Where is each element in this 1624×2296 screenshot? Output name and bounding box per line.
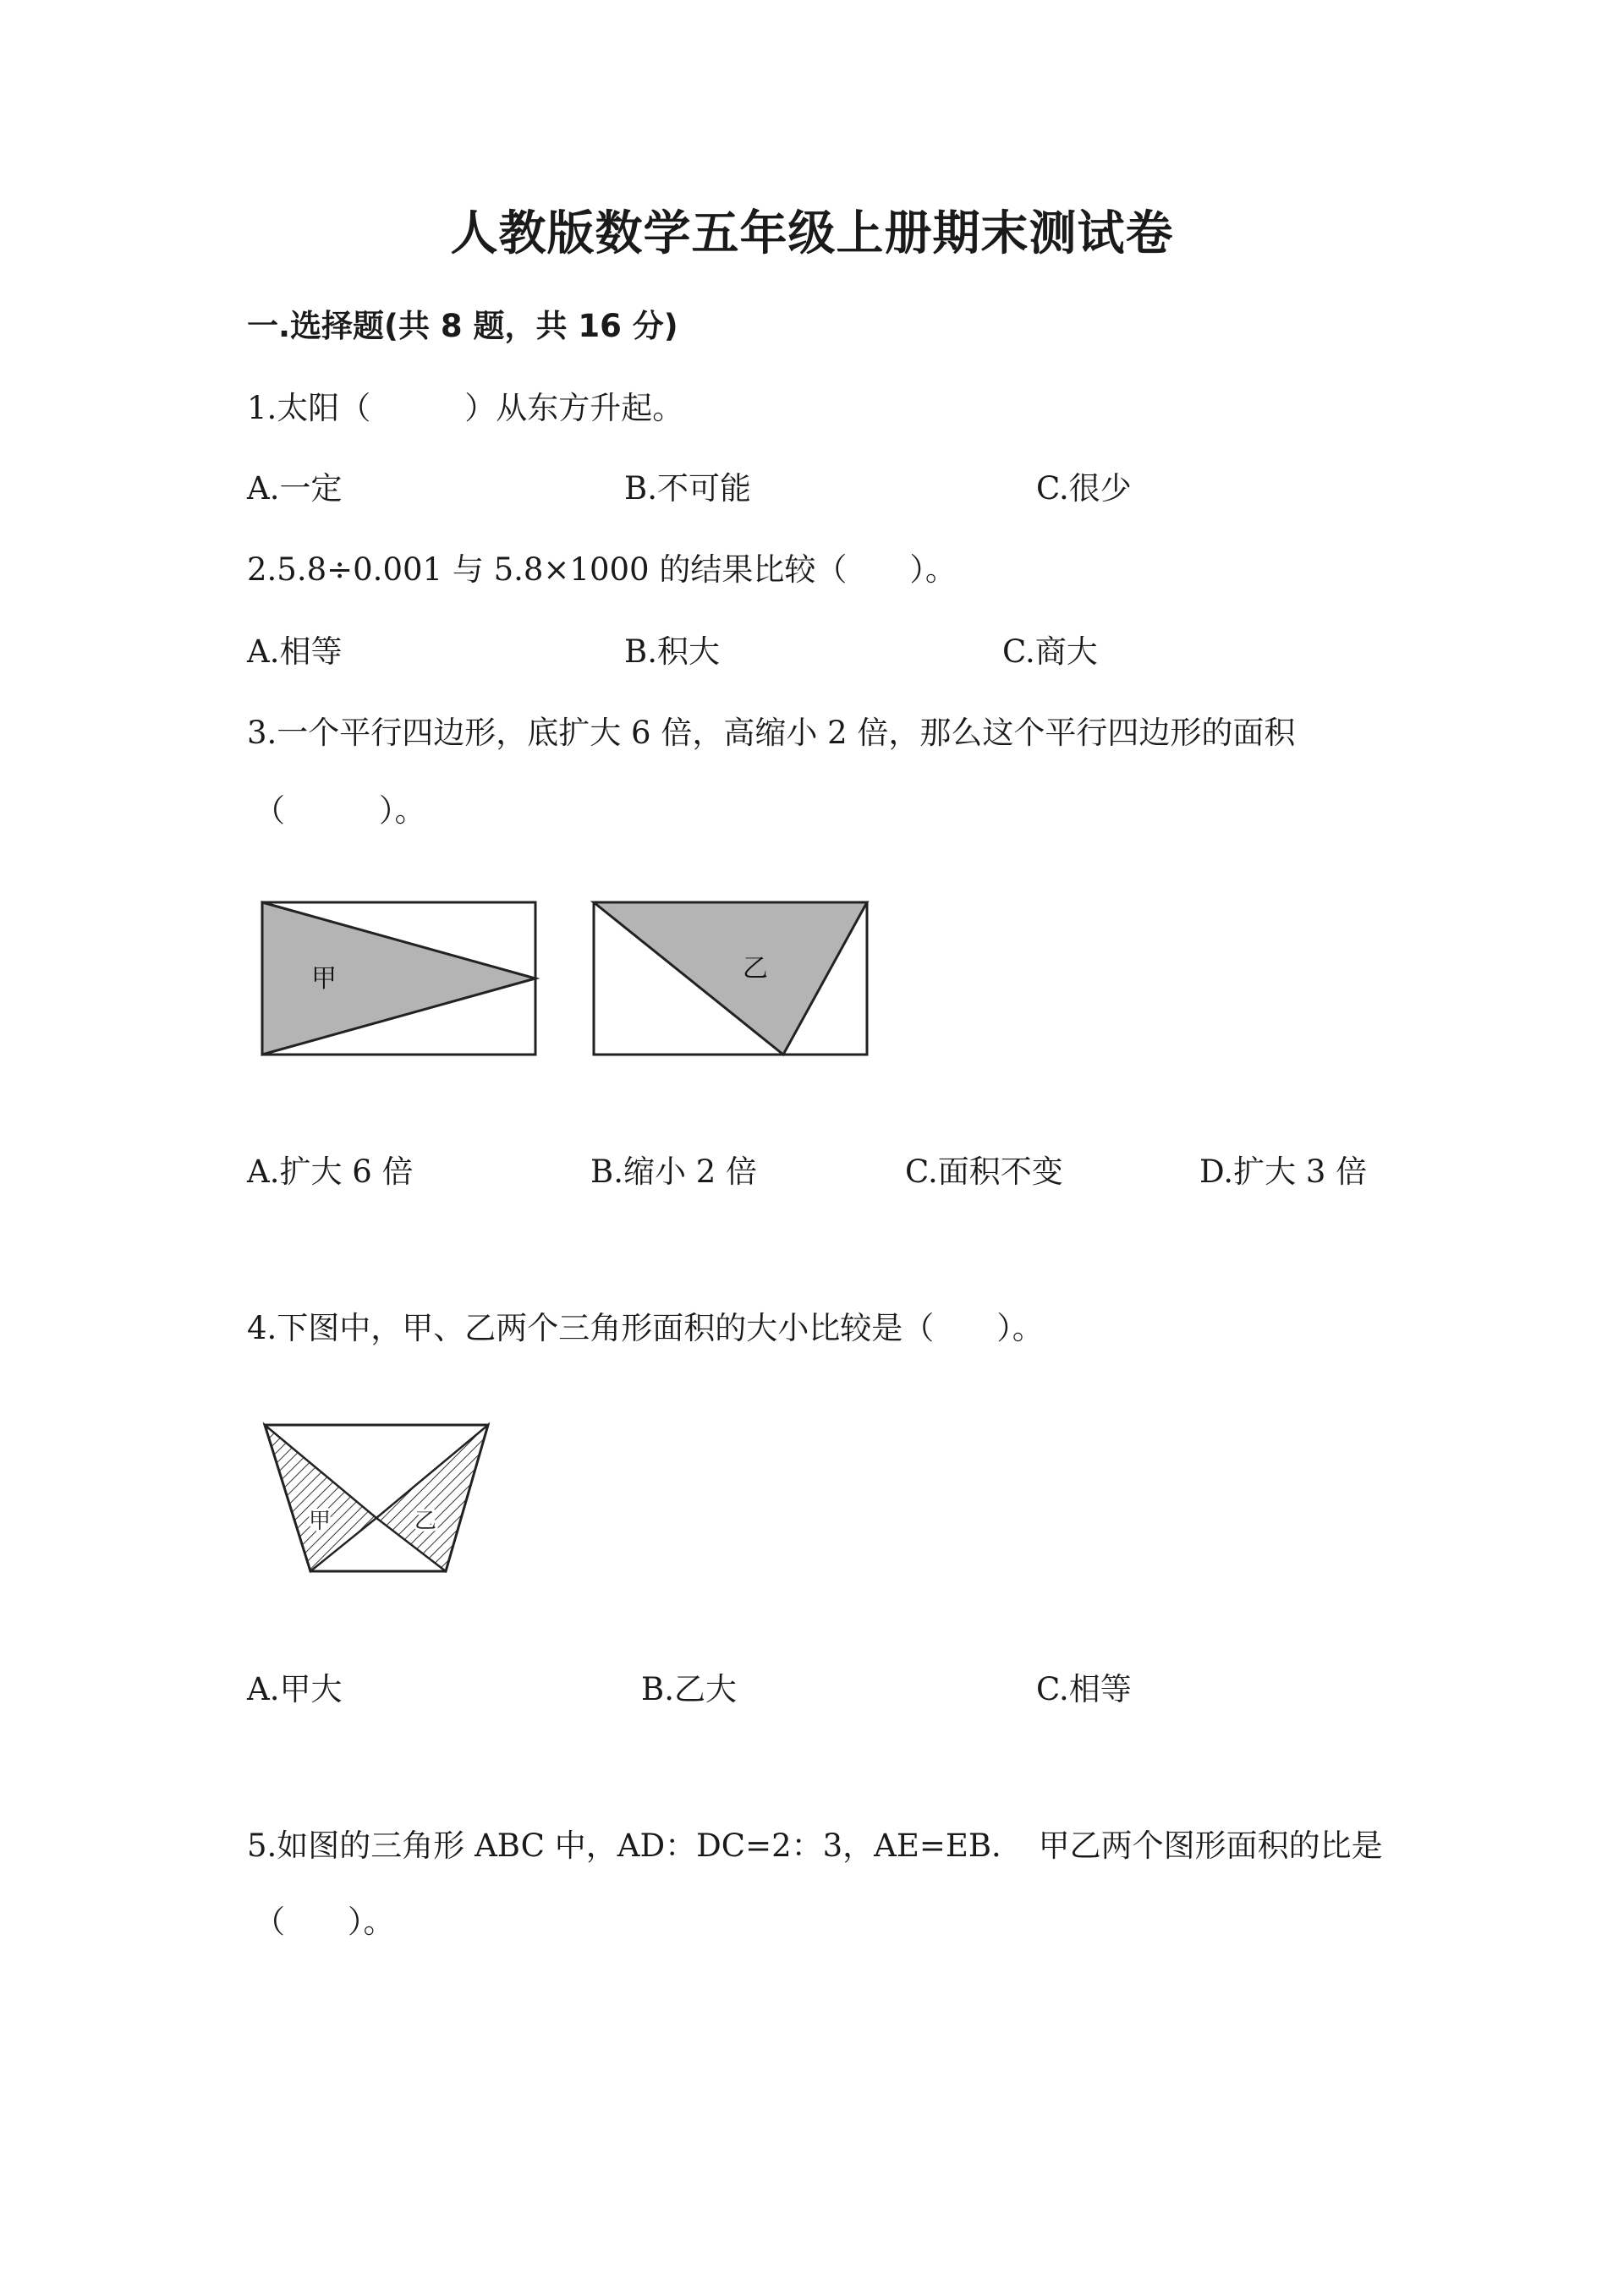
question-2-text: 2.5.8÷0.001 与 5.8×1000 的结果比较（ ）。 bbox=[247, 551, 957, 588]
question-2-option-a[interactable]: A.相等 bbox=[247, 633, 343, 670]
question-1-option-b[interactable]: B.不可能 bbox=[624, 470, 751, 507]
question-4-option-c[interactable]: C.相等 bbox=[1036, 1671, 1132, 1707]
question-4-option-b[interactable]: B.乙大 bbox=[641, 1671, 737, 1707]
triangle-jia-shape bbox=[265, 1425, 376, 1571]
triangle-yi-label: 乙 bbox=[743, 954, 768, 984]
question-3-option-a[interactable]: A.扩大 6 倍 bbox=[247, 1153, 414, 1190]
question-3-option-d[interactable]: D.扩大 3 倍 bbox=[1199, 1153, 1368, 1190]
question-3-option-c[interactable]: C.面积不变 bbox=[905, 1153, 1063, 1190]
question-4-figure bbox=[258, 1417, 499, 1577]
section-heading: 一.选择题(共 8 题，共 16 分) bbox=[247, 308, 678, 344]
triangle-yi-shape bbox=[376, 1425, 488, 1571]
question-1-text: 1.太阳（ ）从东方升起。 bbox=[247, 390, 684, 426]
question-5-text-continued: （ ）。 bbox=[254, 1904, 395, 1940]
question-1-option-a[interactable]: A.一定 bbox=[247, 470, 343, 507]
page-title: 人教版数学五年级上册期末测试卷 bbox=[450, 206, 1174, 261]
question-5-text: 5.如图的三角形 ABC 中，AD：DC=2：3，AE=EB． 甲乙两个图形面积的比是 bbox=[247, 1827, 1383, 1864]
triangle-jia-label: 甲 bbox=[309, 1509, 332, 1534]
question-3-text-continued: （ ）。 bbox=[254, 792, 426, 829]
triangle-jia-label: 甲 bbox=[311, 964, 337, 994]
question-3-text: 3.一个平行四边形，底扩大 6 倍，高缩小 2 倍，那么这个平行四边形的面积 bbox=[247, 715, 1296, 751]
question-4-option-a[interactable]: A.甲大 bbox=[247, 1671, 343, 1707]
question-1-option-c[interactable]: C.很少 bbox=[1036, 470, 1132, 507]
question-2-option-c[interactable]: C.商大 bbox=[1002, 633, 1098, 670]
question-4-text: 4.下图中，甲、乙两个三角形面积的大小比较是（ ）。 bbox=[247, 1310, 1044, 1346]
question-3-option-b[interactable]: B.缩小 2 倍 bbox=[590, 1153, 758, 1190]
question-2-option-b[interactable]: B.积大 bbox=[624, 633, 720, 670]
question-3-figure bbox=[254, 892, 880, 1061]
triangle-yi-shape bbox=[594, 902, 867, 1055]
triangle-yi-label: 乙 bbox=[414, 1509, 437, 1534]
triangle-jia-shape bbox=[262, 902, 535, 1055]
